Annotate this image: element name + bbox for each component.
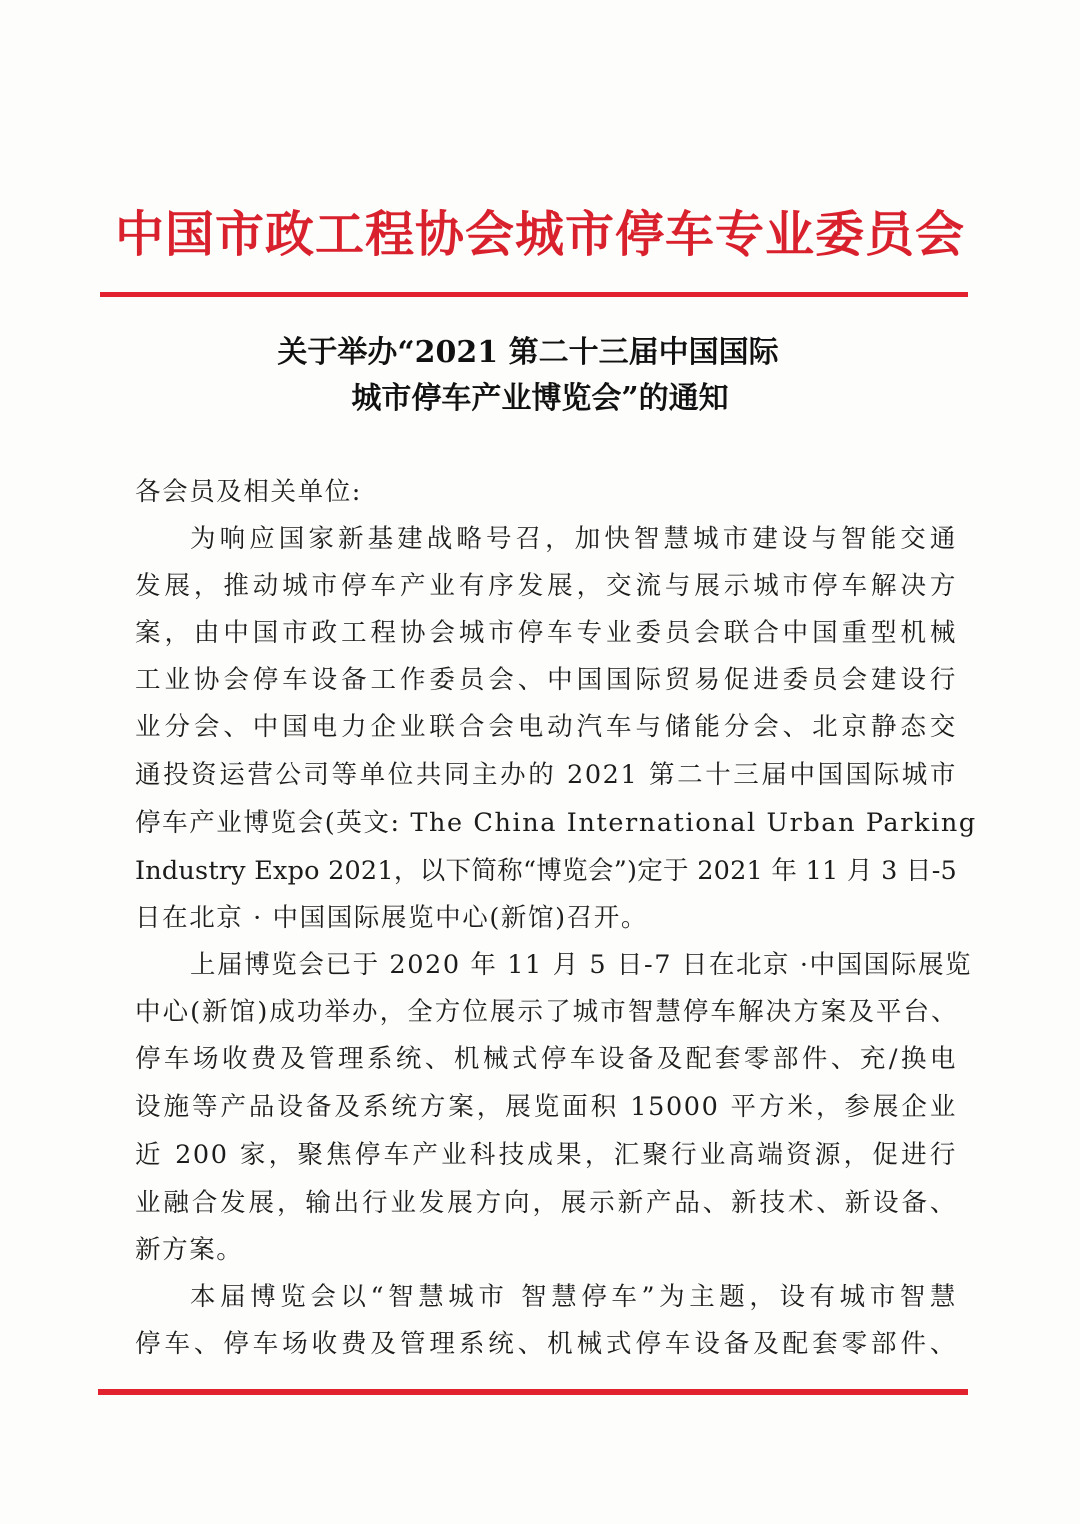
body-line: 业分会、中国电力企业联合会电动汽车与储能分会、北京静态交 — [135, 712, 957, 742]
body-line: 日在北京 · 中国国际展览中心(新馆)召开。 — [135, 903, 648, 933]
body-line: 停车、停车场收费及管理系统、机械式停车设备及配套零部件、 — [135, 1329, 957, 1359]
footer-red-rule — [98, 1389, 968, 1395]
body-line: 停车场收费及管理系统、机械式停车设备及配套零部件、充/换电 — [135, 1044, 957, 1074]
body-line: 中心(新馆)成功举办，全方位展示了城市智慧停车解决方案及平台、 — [135, 997, 957, 1027]
body-line: 停车产业博览会(英文: The China International Urban Parking — [135, 808, 977, 838]
body-line: 本届博览会以“智慧城市 智慧停车”为主题，设有城市智慧 — [190, 1282, 957, 1312]
body-line: 新方案。 — [135, 1235, 244, 1265]
body-line: 上届博览会已于 2020 年 11 月 5 日-7 日在北京 ·中国国际展览 — [190, 950, 973, 980]
salutation: 各会员及相关单位: — [135, 477, 362, 507]
notice-title-line-1: 关于举办“2021 第二十三届中国国际 — [277, 335, 779, 370]
body-line: 业融合发展，输出行业发展方向，展示新产品、新技术、新设备、 — [135, 1188, 957, 1218]
body-line: 近 200 家，聚焦停车产业科技成果，汇聚行业高端资源，促进行 — [135, 1140, 957, 1170]
body-line: Industry Expo 2021，以下简称“博览会”)定于 2021 年 11 月 3 日-5 — [135, 856, 957, 886]
body-line: 案，由中国市政工程协会城市停车专业委员会联合中国重型机械 — [135, 618, 957, 648]
body-line: 设施等产品设备及系统方案，展览面积 15000 平方米，参展企业 — [135, 1092, 957, 1122]
body-line: 通投资运营公司等单位共同主办的 2021 第二十三届中国国际城市 — [135, 760, 957, 790]
body-line: 为响应国家新基建战略号召，加快智慧城市建设与智能交通 — [190, 524, 957, 554]
body-line: 工业协会停车设备工作委员会、中国国际贸易促进委员会建设行 — [135, 665, 957, 695]
header-red-rule — [100, 292, 968, 297]
organization-header: 中国市政工程协会城市停车专业委员会 — [114, 205, 965, 263]
notice-title-line-2: 城市停车产业博览会”的通知 — [351, 381, 729, 416]
body-line: 发展，推动城市停车产业有序发展，交流与展示城市停车解决方 — [135, 571, 957, 601]
